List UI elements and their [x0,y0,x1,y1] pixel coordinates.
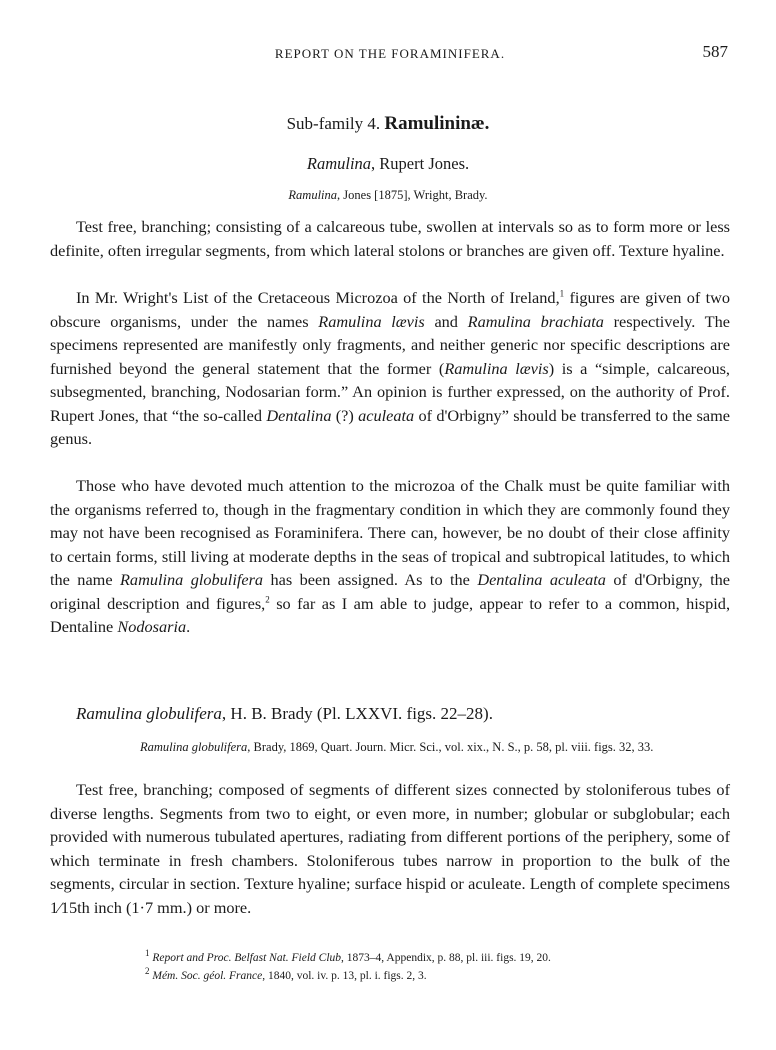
paragraph-wright-list [50,286,730,451]
p2-italic-5: aculeata [358,405,415,425]
p3-text-a: Those who have devoted much attention to the microzoa of the Chalk must be quite familiar with the organisms referred to, though in the fragmentary condition in which they are commonly found they may not have been recognised as Foraminifera. There can, however, be no doubt of their close affinity to certain forms, still living at moderate depths in the seas of tropical and subtropical latitudes, to which the name [50,476,730,589]
p4-text-a: Test free, branching; composed of segments of different sizes connected by stoloniferous tubes of diverse lengths. Segments from two to eight, or even more, in number; globular or subglobular; each provided with numerous tubulated apertures, radiating from different portions of the periphery, some of which terminate in fresh chambers. Stoloniferous tubes narrow in proportion to the bulk of the segments, circular in section. Texture hyaline; surface hispid or aculeate. Length of complete specimens [50,780,730,893]
p2-italic-3: Ramulina lævis [444,358,549,378]
subfamily-heading [0,113,776,135]
footnote-ref-2: 2 [265,594,270,605]
genus-synonymy-name: Ramulina [288,188,338,202]
page-number: 587 [702,42,728,61]
paragraph-1-text: Test free, branching; consisting of a calcareous tube, swollen at intervals so as to form more or less definite, often irregular segments, from which lateral stolons or branches are given off. Texture hyaline. [50,217,730,260]
p2-italic-1: Ramulina lævis [318,311,425,331]
p2-text-d: respectively. The specimens represented are manifestly only fragments, and neither generic nor specific descriptions are furnished beyond the general statement that the former ( [50,311,730,378]
p2-italic-4: Dentalina [266,405,332,425]
paragraph-genus-description [50,215,730,262]
footnote-1-mark: 1 [145,948,150,959]
species-synonymy-name: Ramulina globulifera [140,740,248,754]
p3-italic-1: Ramulina globulifera [119,570,264,589]
genus-author: , Rupert Jones. [371,154,470,173]
p2-italic-2: Ramulina brachiata [467,311,604,331]
species-heading [76,704,493,724]
paragraph-species-description [50,778,730,919]
p3-italic-3: Nodosaria [117,617,187,636]
p2-text-f: (?) [331,405,359,425]
p3-text-e: . [186,617,191,636]
p2-text-b: figures are given of two obscure organisms, under the names [50,288,731,331]
p3-text-b: has been assigned. As to the [263,570,478,589]
paragraph-chalk-microzoa [50,474,730,639]
genus-name: Ramulina [306,154,372,173]
p2-text-c: and [424,311,468,331]
subfamily-prefix: Sub-family 4. [286,114,381,133]
p2-text-a: In Mr. Wright's List of the Cretaceous Microzoa of the North of Ireland, [76,288,560,307]
footnote-1-rest: , 1873–4, Appendix, p. 88, pl. iii. figs. 19, 20. [341,952,551,964]
p4-text-b: th inch (1·7 mm.) or more. [77,897,252,917]
p2-text-g: of d'Orbigny” should be transferred to the same genus. [50,405,730,448]
genus-heading [0,154,776,174]
footnote-2-rest: , 1840, vol. iv. p. 13, pl. i. figs. 2, 3. [262,970,427,982]
p4-fraction: 1⁄15 [50,897,78,917]
p3-text-d: so far as I am able to judge, appear to refer to a common, hispid, Dentaline [50,593,731,636]
running-header: REPORT ON THE FORAMINIFERA. [274,46,506,61]
p3-italic-2: Dentalina aculeata [477,570,606,589]
species-rest: , H. B. Brady (Pl. LXXVI. figs. 22–28). [221,704,493,723]
footnote-2 [145,967,745,985]
genus-synonymy [0,188,776,203]
genus-synonymy-rest: , Jones [1875], Wright, Brady. [337,188,488,202]
footnote-2-mark: 2 [145,966,150,977]
footnote-1-italic: Report and Proc. Belfast Nat. Field Club [152,952,342,964]
subfamily-name: Ramulininæ. [384,113,490,134]
species-synonymy [140,738,730,757]
p3-text-c: of d'Orbigny, the original description and figures, [50,570,730,613]
footnotes [145,949,745,985]
footnote-1 [145,949,745,967]
p2-text-e: ) is a “simple, calcareous, subsegmented, branching, Nodosarian form.” An opinion is further expressed, on the authority of Prof. Rupert Jones, that “the so-called [50,358,731,425]
footnote-2-italic: Mém. Soc. géol. France [152,970,263,982]
species-synonymy-rest: , Brady, 1869, Quart. Journ. Micr. Sci., vol. xix., N. S., p. 58, pl. viii. figs. 32, 33. [247,740,654,754]
species-name: Ramulina globulifera [76,704,222,723]
footnote-ref-1: 1 [559,288,565,299]
